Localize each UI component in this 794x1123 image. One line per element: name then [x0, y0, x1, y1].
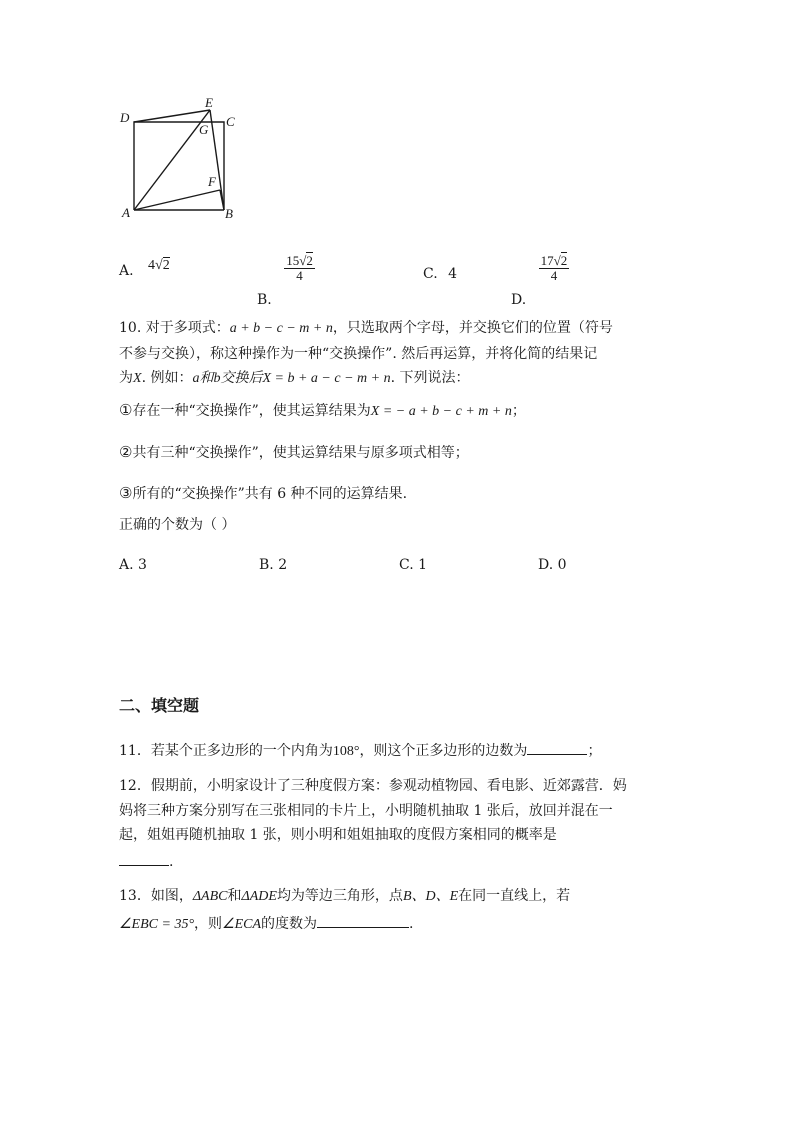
text: 为 — [119, 370, 133, 386]
section-heading: 二、填空题 — [119, 696, 200, 715]
q9-option-c — [423, 265, 457, 283]
text: 共有三种“交换操作”，使其运算结果与原多项式相等； — [132, 445, 469, 461]
text: 10. 对于多项式： — [119, 320, 230, 336]
radical-sign: √ — [553, 253, 561, 268]
fraction — [284, 254, 315, 283]
angle-value: 108° — [332, 744, 360, 759]
radical-sign: √ — [155, 258, 163, 273]
radical-sign: √ — [299, 253, 307, 268]
triangle-ade: ΔADE — [241, 889, 277, 904]
answer-blank[interactable] — [527, 740, 587, 755]
text: 的度数为 — [261, 916, 318, 932]
numerator: 17 — [540, 253, 554, 268]
text: 正确的个数为（ ） — [119, 517, 236, 533]
label-a: A — [122, 205, 130, 220]
q9-option-b — [257, 253, 315, 308]
example-text: a和b交换后 — [192, 371, 263, 386]
label-f: F — [208, 174, 216, 189]
q13-line1 — [119, 887, 570, 906]
var-x: X — [133, 371, 142, 386]
circled-number: ③ — [119, 484, 133, 502]
text: 13．如图， — [119, 888, 193, 904]
radicand: 2 — [162, 258, 170, 273]
q9-option-a — [119, 258, 170, 281]
text: ，则这个正多边形的边数为 — [359, 743, 528, 759]
q13-line2 — [119, 913, 414, 934]
text: . 例如： — [141, 370, 193, 386]
q10-option-a: A. 3 — [119, 557, 147, 573]
angle-ebc: ∠EBC = 35° — [119, 917, 195, 932]
q12-line2: 妈将三种方案分别写在三张相同的卡片上，小明随机抽取 1 张后，放回并混在一 — [119, 803, 613, 819]
points-bde: B、D、E — [402, 889, 459, 904]
option-value: 4 — [148, 258, 156, 273]
text: ； — [511, 403, 526, 419]
text: . 下列说法： — [390, 370, 470, 386]
q10-statement-2 — [119, 443, 469, 462]
q11 — [119, 740, 601, 761]
q10-option-d: D. 0 — [538, 557, 567, 573]
option-value: 4 — [448, 266, 458, 282]
angle-eca: ∠ECA — [222, 917, 262, 932]
text: 和 — [227, 888, 242, 904]
segment-eb — [210, 110, 224, 210]
text: 11．若某个正多边形的一个内角为 — [119, 743, 333, 759]
label-c: C — [226, 114, 235, 129]
result-expr: X = − a + b − c + m + n — [370, 404, 512, 419]
q10-line1 — [119, 319, 613, 338]
text: ； — [587, 743, 602, 759]
q10-statement-3 — [119, 484, 407, 503]
text: 不参与交换），称这种操作为一种“交换操作”. 然后再运算，并将化简的结果记 — [119, 346, 598, 362]
circled-number: ① — [119, 401, 133, 419]
label-g: G — [199, 122, 209, 137]
circled-number: ② — [119, 443, 133, 461]
label-d: D — [120, 110, 130, 125]
q12-line4 — [119, 851, 173, 871]
label-b: B — [225, 206, 233, 221]
radicand: 2 — [306, 253, 313, 268]
example-expr: X = b + a − c − m + n — [262, 371, 391, 386]
option-letter: D. — [511, 292, 527, 308]
radicand: 2 — [560, 253, 568, 268]
answer-blank[interactable] — [119, 851, 169, 866]
polynomial-expr: a + b − c − m + n — [229, 321, 333, 336]
numerator: 15 — [286, 253, 300, 268]
q12-line3: 起，姐姐再随机抽取 1 张，则小明和姐姐抽取的度假方案相同的概率是 — [119, 827, 557, 843]
q12-line1: 12．假期前，小明家设计了三种度假方案：参观动植物园、看电影、近郊露营．妈 — [119, 778, 627, 794]
text: 在同一直线上，若 — [458, 888, 571, 904]
text: 均为等边三角形，点 — [276, 888, 403, 904]
fraction — [539, 254, 570, 283]
denominator: 4 — [550, 268, 558, 283]
q9-option-d — [511, 253, 569, 308]
q10-option-b: B. 2 — [259, 557, 288, 573]
q10-statement-1 — [119, 401, 526, 421]
option-letter: C. — [423, 266, 438, 282]
text: 存在一种“交换操作”，使其运算结果为 — [132, 403, 371, 419]
q10-question — [119, 516, 235, 534]
text: ，只选取两个字母，并交换它们的位置（符号 — [332, 320, 613, 336]
geometry-figure — [112, 92, 242, 224]
square-abcd — [134, 122, 224, 210]
text: . — [409, 916, 414, 932]
option-letter: A. — [119, 263, 134, 279]
triangle-abc: ΔABC — [192, 889, 228, 904]
label-e: E — [205, 95, 213, 110]
text: 所有的“交换操作”共有 6 种不同的运算结果. — [132, 486, 408, 502]
segment-de — [134, 110, 210, 122]
q10-line2 — [119, 345, 597, 363]
text: ，则 — [194, 916, 223, 932]
answer-blank[interactable] — [317, 913, 409, 928]
denominator: 4 — [296, 268, 303, 283]
text: . — [169, 854, 174, 870]
q10-line3 — [119, 369, 470, 388]
option-letter: B. — [257, 292, 272, 308]
q10-option-c: C. 1 — [399, 557, 428, 573]
